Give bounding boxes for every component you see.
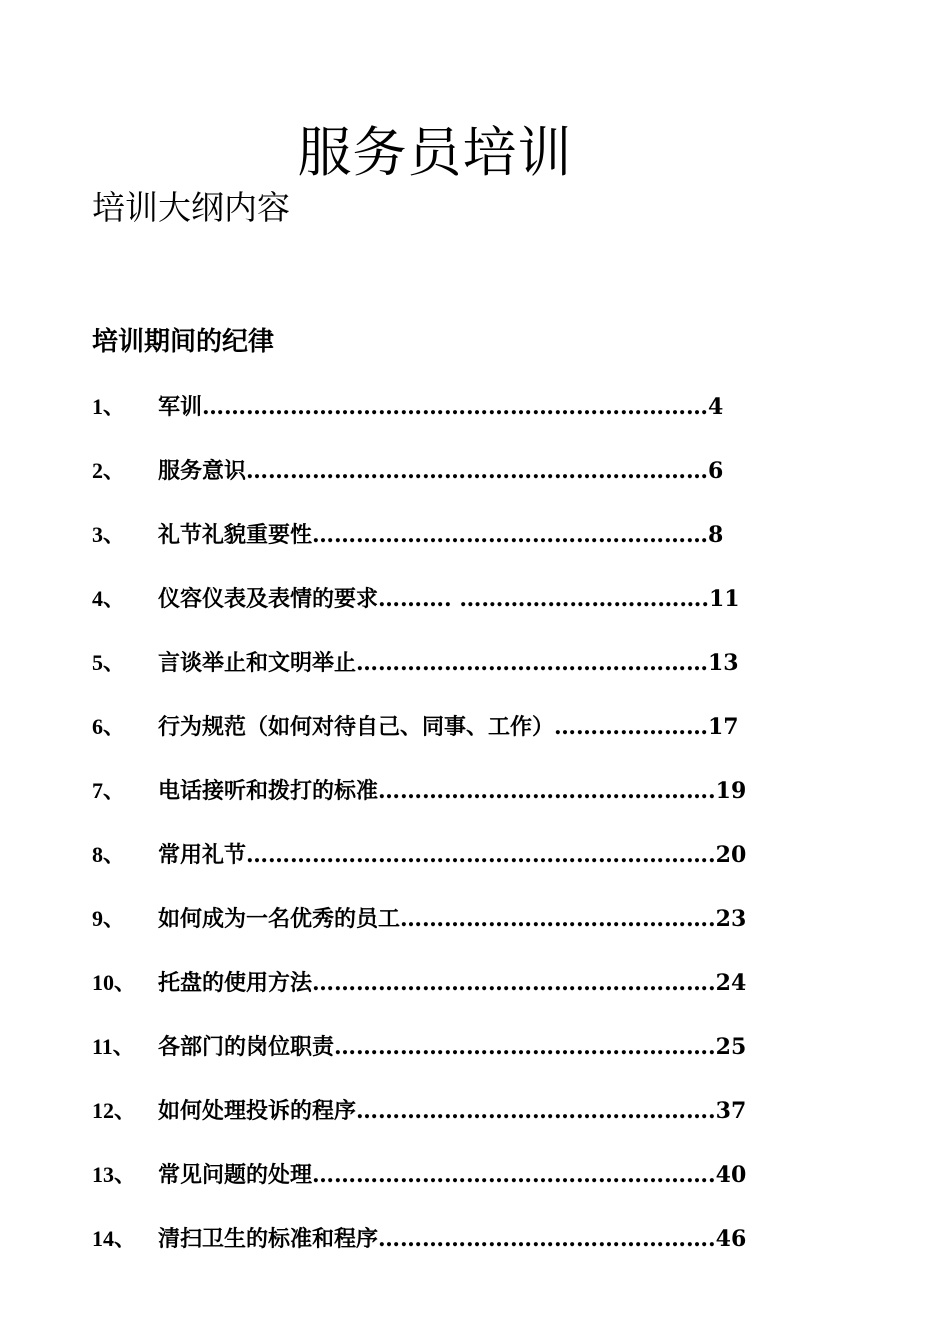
toc-item-number: 11、 bbox=[92, 1034, 135, 1059]
toc-item-number: 2、 bbox=[92, 458, 126, 483]
toc-item-number: 10、 bbox=[92, 970, 137, 995]
toc-item-number: 12、 bbox=[92, 1098, 137, 1123]
section-heading: 培训期间的纪律 bbox=[92, 327, 275, 357]
toc-item bbox=[92, 513, 852, 577]
toc-item bbox=[92, 833, 852, 897]
toc-item-entry: 托盘的使用方法……………………………………………….24 bbox=[158, 970, 747, 996]
toc-item bbox=[92, 449, 852, 513]
document-title: 服务员培训 bbox=[297, 121, 573, 185]
toc-item-number: 8、 bbox=[92, 842, 126, 867]
toc-item-number: 1、 bbox=[92, 394, 126, 419]
toc-item bbox=[92, 1025, 852, 1089]
toc-item-entry: 服务意识………………………………………………………6 bbox=[158, 458, 724, 484]
toc-item bbox=[92, 961, 852, 1025]
toc-item-entry: 仪容仪表及表情的要求………. …………………………….11 bbox=[158, 586, 740, 612]
toc-item-entry: 常用礼节……………………………………………………….20 bbox=[158, 842, 747, 868]
toc-item bbox=[92, 577, 852, 641]
toc-item-entry: 礼节礼貌重要性………………………………………………8 bbox=[158, 522, 724, 548]
toc-item-entry: 军训……………………………………………………………4 bbox=[158, 394, 724, 420]
toc-item-entry: 常见问题的处理……………………………………………….40 bbox=[158, 1162, 747, 1188]
toc-item-entry: 如何处理投诉的程序………………………………………….37 bbox=[158, 1098, 747, 1124]
toc-item bbox=[92, 385, 852, 449]
toc-item bbox=[92, 769, 852, 833]
toc-item-number: 4、 bbox=[92, 586, 126, 611]
toc-item bbox=[92, 1217, 852, 1281]
toc-item-entry: 言谈举止和文明举止…………………………………………13 bbox=[158, 650, 739, 676]
toc-item bbox=[92, 1153, 852, 1217]
toc-item-number: 13、 bbox=[92, 1162, 137, 1187]
toc-item-number: 9、 bbox=[92, 906, 126, 931]
toc-item-entry: 行为规范（如何对待自己、同事、工作）…………………17 bbox=[158, 714, 739, 740]
toc-item-number: 7、 bbox=[92, 778, 126, 803]
toc-item bbox=[92, 705, 852, 769]
toc-item-entry: 如何成为一名优秀的员工…………………………………….23 bbox=[158, 906, 747, 932]
toc-item-entry: 电话接听和拨打的标准……………………………………….19 bbox=[158, 778, 747, 804]
toc-item-number: 6、 bbox=[92, 714, 126, 739]
toc-item-number: 3、 bbox=[92, 522, 126, 547]
toc-item-entry: 清扫卫生的标准和程序……………………………………….46 bbox=[158, 1226, 747, 1252]
toc-item-number: 5、 bbox=[92, 650, 126, 675]
toc-item bbox=[92, 641, 852, 705]
toc-item-number: 14、 bbox=[92, 1226, 137, 1251]
toc-item bbox=[92, 897, 852, 961]
table-of-contents bbox=[92, 385, 852, 1281]
outline-heading: 培训大纲内容 bbox=[92, 188, 290, 227]
toc-item bbox=[92, 1089, 852, 1153]
toc-item-entry: 各部门的岗位职责…………………………………………….25 bbox=[158, 1034, 747, 1060]
